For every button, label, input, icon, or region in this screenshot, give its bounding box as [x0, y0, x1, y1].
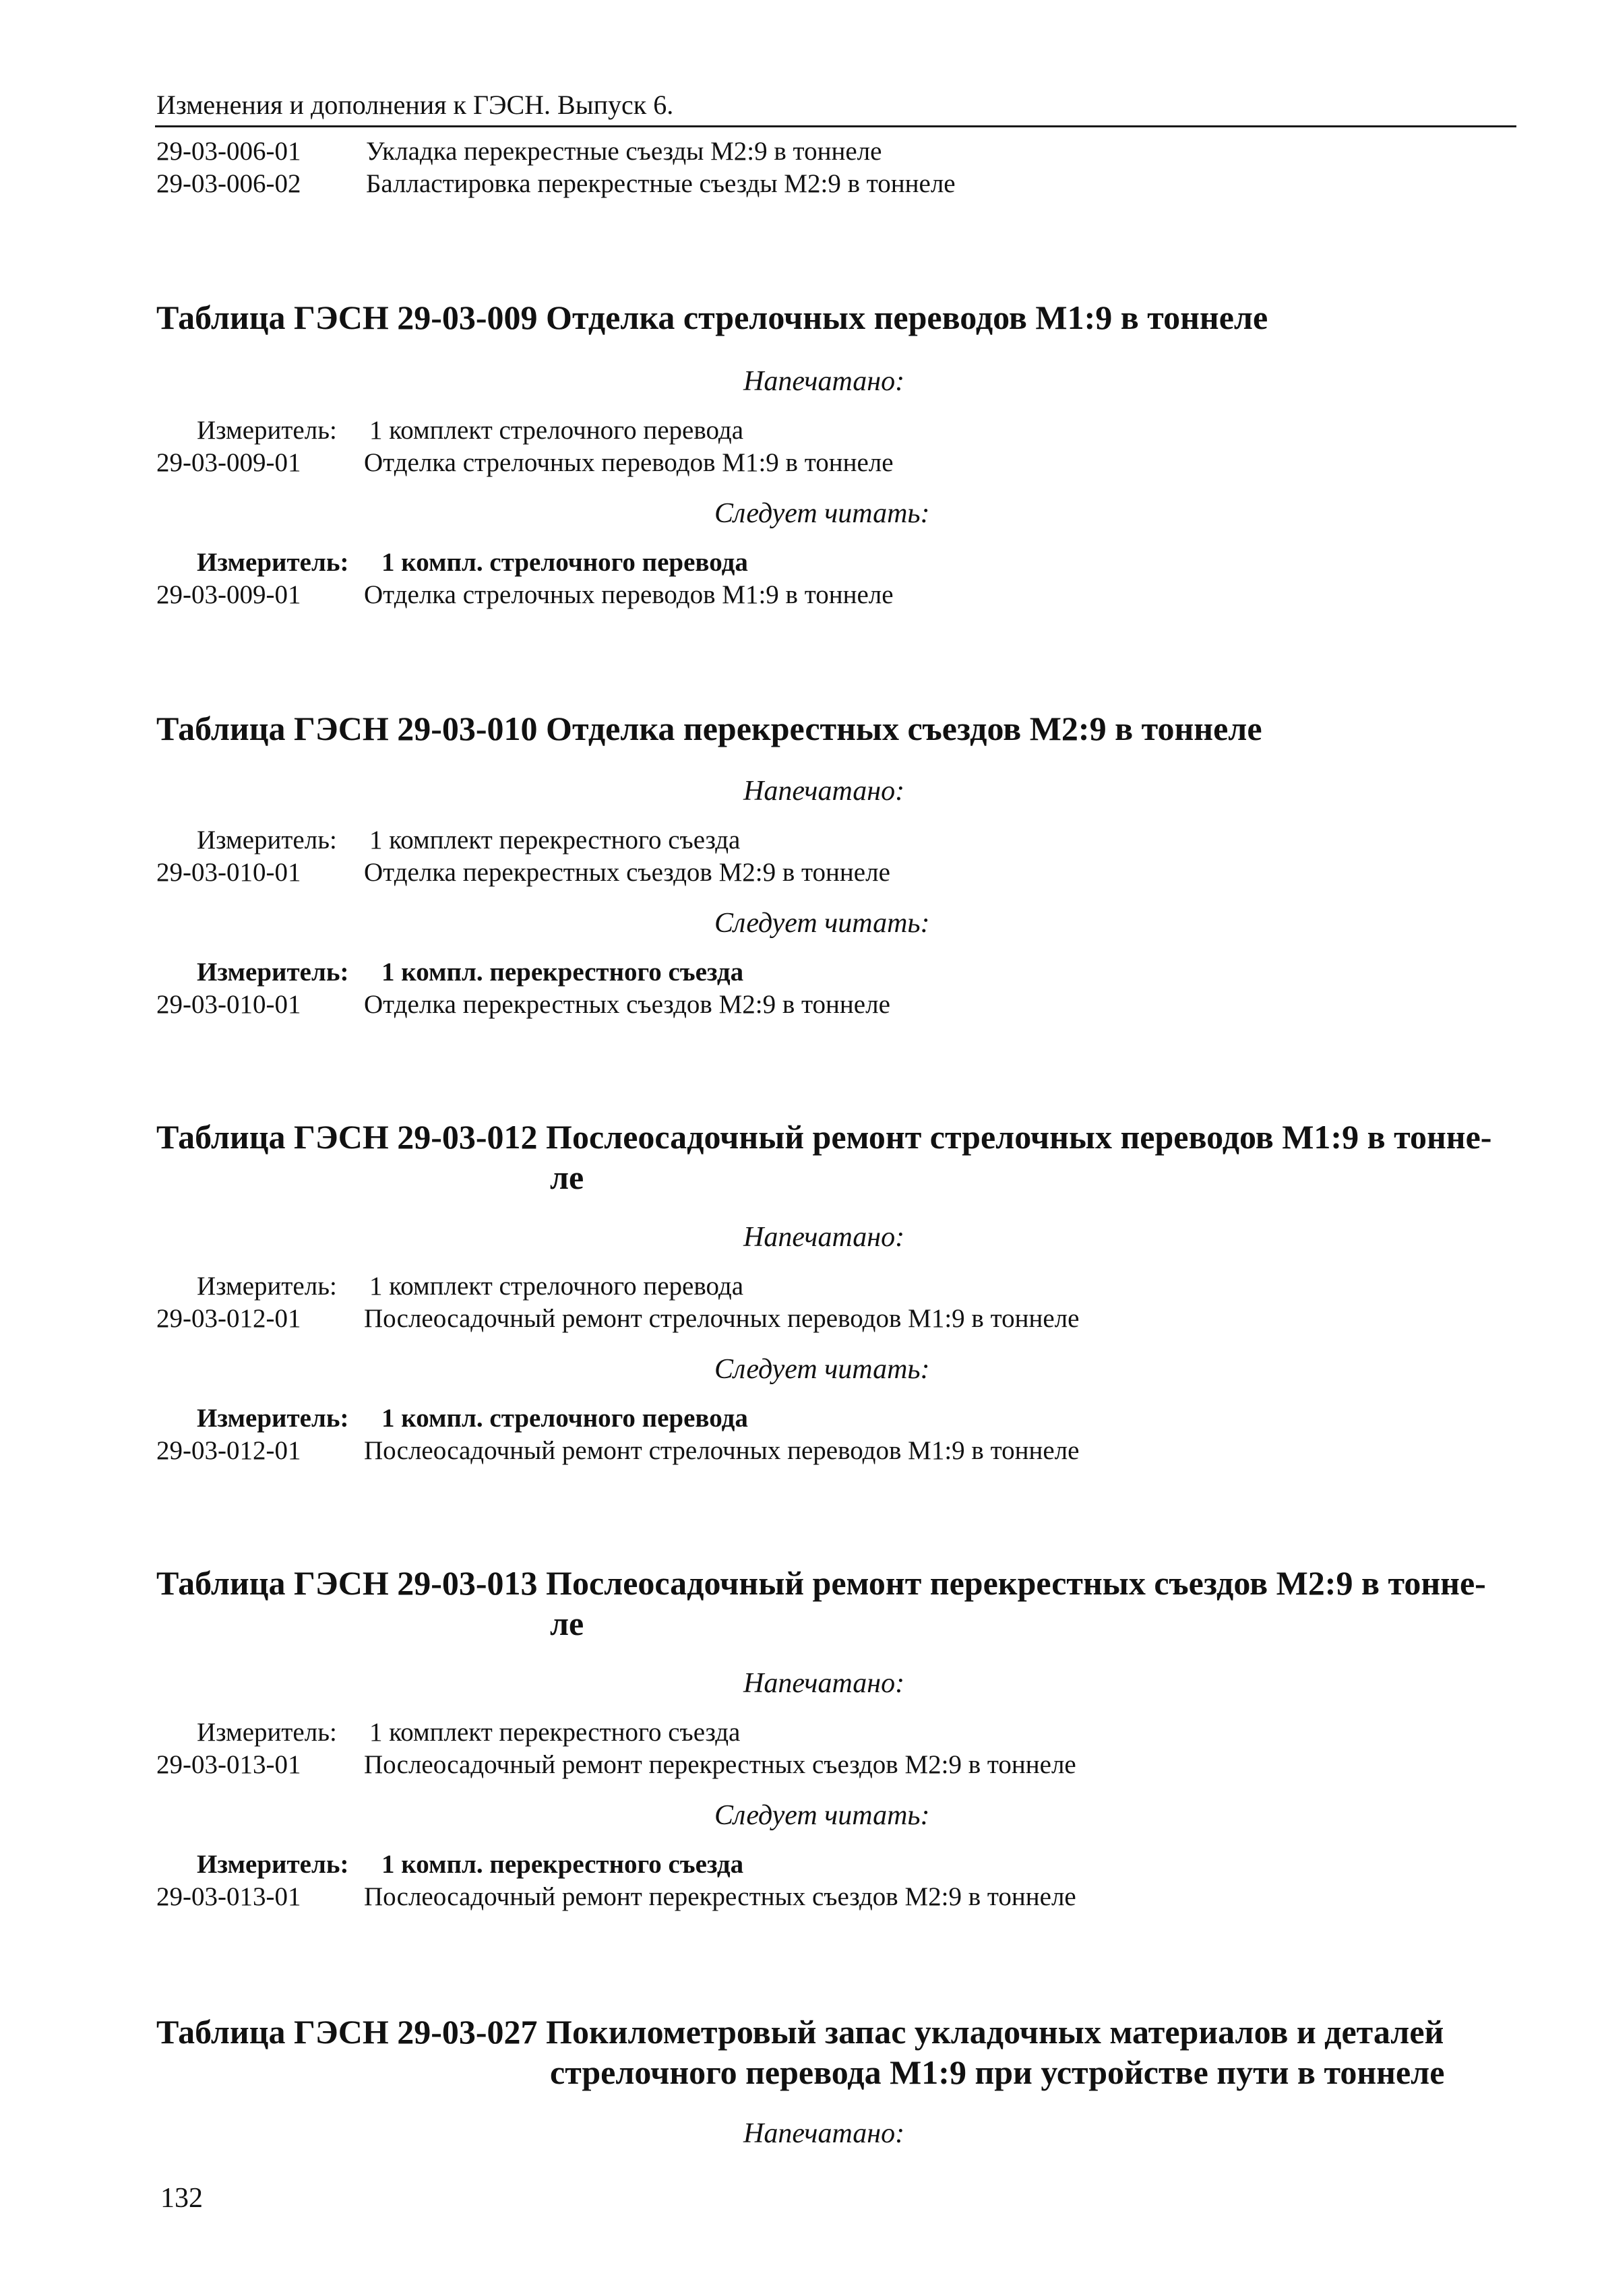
- row-code: 29-03-010-01: [156, 858, 301, 887]
- measure-value: 1 комплект перекрестного съезда: [369, 826, 741, 855]
- table-title: Таблица ГЭСН 29-03-010 Отделка перекрестных съездов М2:9 в тоннеле: [156, 710, 1262, 747]
- row-code: 29-03-013-01: [156, 1750, 301, 1779]
- measure-value: 1 компл. стрелочного перевода: [381, 548, 748, 577]
- table-title-continuation: ле: [550, 1158, 584, 1196]
- table-title: Таблица ГЭСН 29-03-013 Послеосадочный ремонт перекрестных съездов М2:9 в тонне-: [156, 1564, 1486, 1602]
- row-text: Отделка перекрестных съездов М2:9 в тоннеле: [364, 990, 890, 1019]
- read-label: Следует читать:: [714, 498, 930, 529]
- row-text: Послеосадочный ремонт перекрестных съездов М2:9 в тоннеле: [364, 1750, 1076, 1779]
- header-rule: [155, 125, 1516, 127]
- row-code: 29-03-006-02: [156, 169, 301, 198]
- read-label: Следует читать:: [714, 1354, 930, 1385]
- measure-value: 1 комплект стрелочного перевода: [369, 416, 744, 445]
- measure-label: Измеритель:: [197, 1718, 337, 1747]
- table-title: Таблица ГЭСН 29-03-009 Отделка стрелочных переводов М1:9 в тоннеле: [156, 299, 1268, 336]
- printed-label: Напечатано:: [743, 2118, 905, 2149]
- table-title-continuation: ле: [550, 1605, 584, 1642]
- row-text: Отделка стрелочных переводов М1:9 в тоннеле: [364, 580, 894, 609]
- measure-value: 1 комплект стрелочного перевода: [369, 1272, 744, 1301]
- row-code: 29-03-013-01: [156, 1882, 301, 1911]
- row-code: 29-03-012-01: [156, 1304, 301, 1333]
- printed-label: Напечатано:: [743, 776, 905, 807]
- measure-label: Измеритель:: [197, 548, 349, 577]
- table-title: Таблица ГЭСН 29-03-027 Покилометровый запас укладочных материалов и деталей: [156, 2013, 1444, 2051]
- measure-value: 1 компл. перекрестного съезда: [381, 1850, 744, 1879]
- measure-label: Измеритель:: [197, 1404, 349, 1433]
- table-title: Таблица ГЭСН 29-03-012 Послеосадочный ремонт стрелочных переводов М1:9 в тонне-: [156, 1118, 1492, 1156]
- measure-label: Измеритель:: [197, 1850, 349, 1879]
- measure-value: 1 компл. стрелочного перевода: [381, 1404, 748, 1433]
- row-text: Послеосадочный ремонт стрелочных переводов М1:9 в тоннеле: [364, 1436, 1080, 1465]
- row-code: 29-03-006-01: [156, 137, 301, 166]
- row-text: Послеосадочный ремонт стрелочных переводов М1:9 в тоннеле: [364, 1304, 1080, 1333]
- table-title-continuation: стрелочного перевода М1:9 при устройстве пути в тоннеле: [550, 2053, 1445, 2091]
- measure-label: Измеритель:: [197, 1272, 337, 1301]
- page-number: 132: [160, 2183, 203, 2214]
- read-label: Следует читать:: [714, 908, 930, 939]
- row-text: Отделка стрелочных переводов М1:9 в тоннеле: [364, 448, 894, 477]
- printed-label: Напечатано:: [743, 1222, 905, 1253]
- measure-value: 1 комплект перекрестного съезда: [369, 1718, 741, 1747]
- row-text: Послеосадочный ремонт перекрестных съездов М2:9 в тоннеле: [364, 1882, 1076, 1911]
- row-text: Укладка перекрестные съезды М2:9 в тоннеле: [366, 137, 882, 166]
- measure-label: Измеритель:: [197, 958, 349, 987]
- measure-value: 1 компл. перекрестного съезда: [381, 958, 744, 987]
- row-code: 29-03-009-01: [156, 448, 301, 477]
- row-code: 29-03-012-01: [156, 1436, 301, 1465]
- row-code: 29-03-009-01: [156, 580, 301, 609]
- row-text: Балластировка перекрестные съезды М2:9 в тоннеле: [366, 169, 956, 198]
- read-label: Следует читать:: [714, 1800, 930, 1831]
- row-text: Отделка перекрестных съездов М2:9 в тоннеле: [364, 858, 890, 887]
- measure-label: Измеритель:: [197, 826, 337, 855]
- running-header: Изменения и дополнения к ГЭСН. Выпуск 6.: [156, 90, 674, 120]
- printed-label: Напечатано:: [743, 1668, 905, 1699]
- row-code: 29-03-010-01: [156, 990, 301, 1019]
- printed-label: Напечатано:: [743, 366, 905, 397]
- measure-label: Измеритель:: [197, 416, 337, 445]
